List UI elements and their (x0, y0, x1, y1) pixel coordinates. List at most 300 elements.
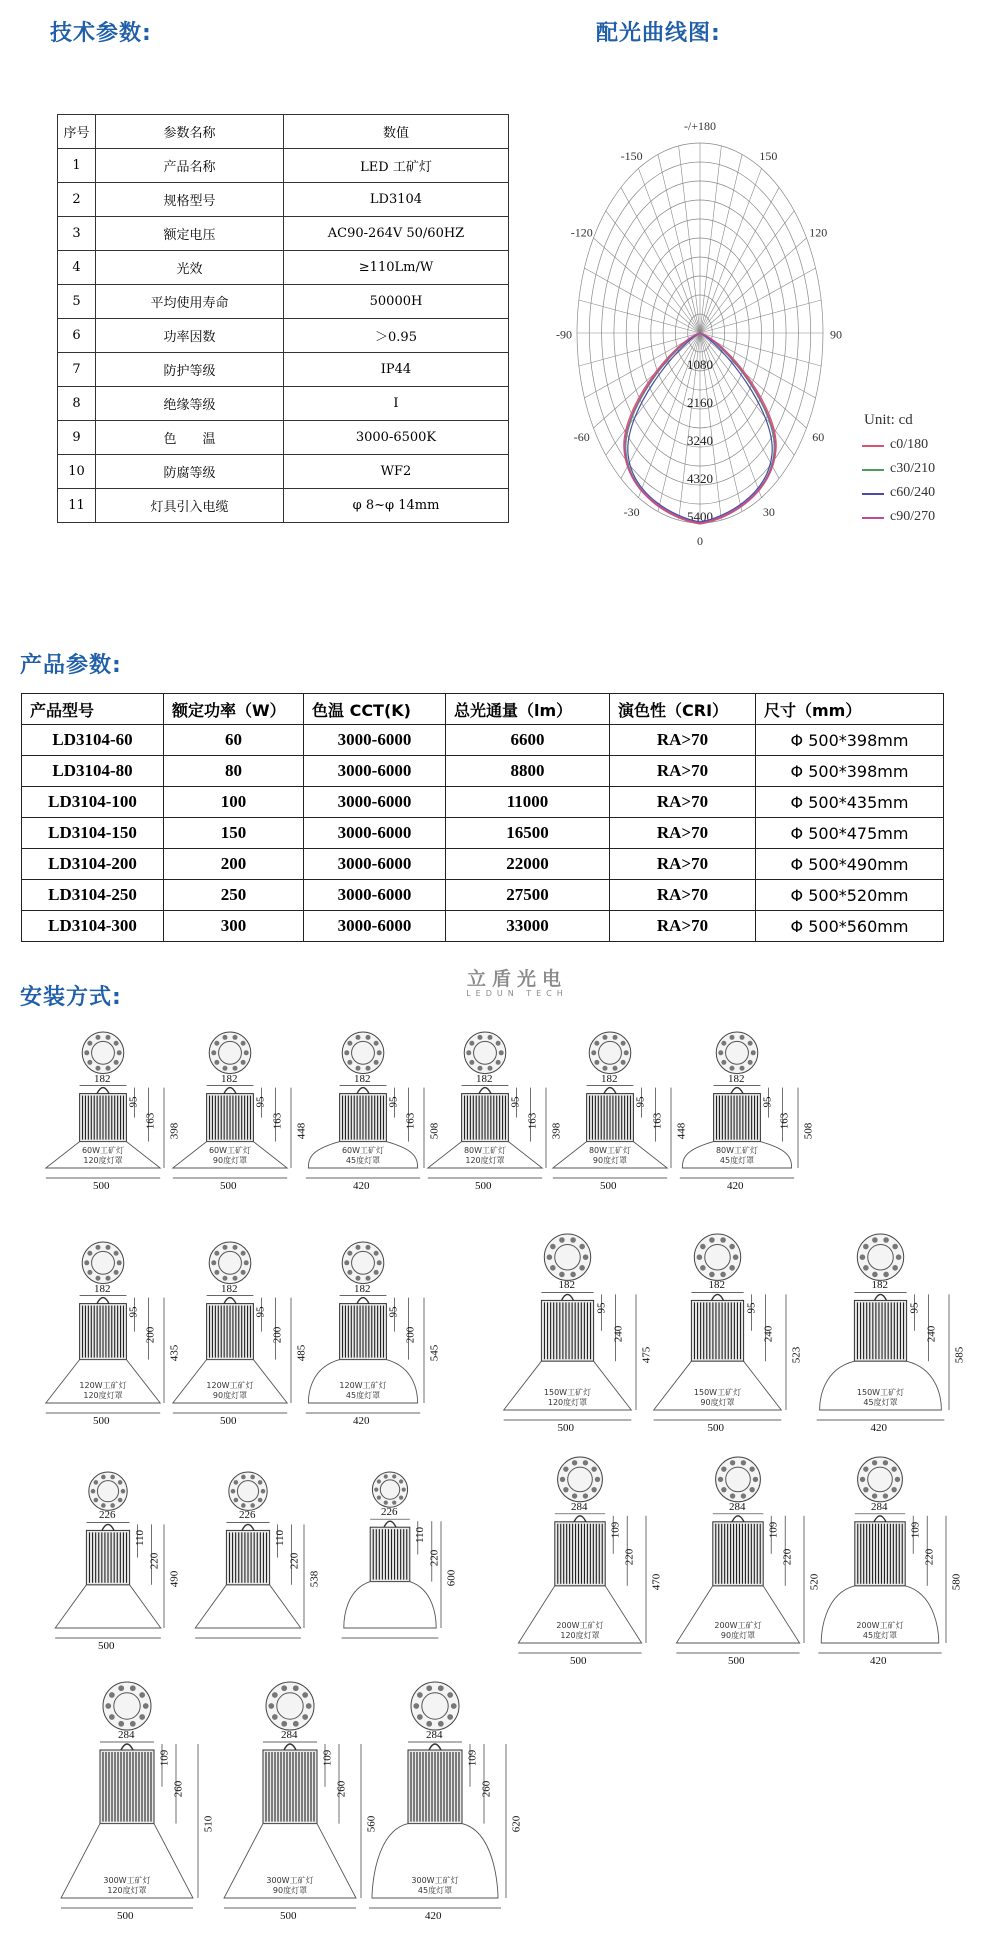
top-view-hole (740, 1066, 745, 1071)
polar-chart-svg (555, 110, 880, 570)
top-view-hole (281, 1721, 287, 1727)
top-dim-label: 182 (871, 1279, 888, 1292)
top-view-hole (87, 1251, 92, 1256)
top-view-hole (591, 1487, 596, 1492)
dim-a-label: 109 (321, 1749, 334, 1767)
product-cell: 60 (164, 725, 304, 756)
top-view-hole (241, 1270, 246, 1275)
spec-row (58, 353, 509, 387)
top-view-hole (572, 1493, 577, 1498)
dim-total-label: 485 (295, 1345, 308, 1362)
product-cell: 200 (164, 849, 304, 880)
top-view-hole (374, 1060, 379, 1065)
top-view-hole (374, 1041, 379, 1046)
top-view-hole (883, 1460, 888, 1465)
tech-params-title: 技术参数: (50, 21, 152, 46)
product-cell: 22000 (446, 849, 610, 880)
product-cell: 33000 (446, 911, 610, 942)
top-dim-label: 182 (221, 1282, 238, 1295)
mount-figure-drawing (298, 1240, 458, 1435)
dim-total-label: 508 (802, 1122, 815, 1140)
top-view-hole (591, 1050, 596, 1055)
top-view-hole (496, 1041, 501, 1046)
top-view-hole (234, 1498, 239, 1503)
hook (479, 1088, 491, 1094)
top-view-hole (720, 1272, 726, 1278)
top-view-hole (117, 1260, 122, 1265)
top-dim-label: 284 (729, 1500, 746, 1513)
top-view-hole (729, 1035, 734, 1040)
dim-b-label: 240 (761, 1325, 774, 1342)
dim-b-label: 163 (144, 1112, 157, 1130)
dim-a-label: 110 (133, 1530, 146, 1547)
dim-total-label: 538 (308, 1570, 321, 1588)
dim-total-label: 435 (168, 1345, 181, 1362)
product-cell: RA>70 (610, 880, 756, 911)
mount-figure (360, 1680, 540, 1930)
top-view-hole (106, 1276, 111, 1281)
dim-total-label: 398 (168, 1122, 181, 1140)
dim-total-label: 580 (950, 1574, 963, 1591)
spec-row (58, 387, 509, 421)
top-view-hole (109, 1692, 115, 1698)
dim-a-label: 95 (127, 1096, 140, 1108)
polar-radial-label: 1080 (687, 357, 713, 372)
top-view-hole (241, 1475, 246, 1480)
top-view-hole (700, 1244, 706, 1250)
top-view-hole (302, 1692, 308, 1698)
top-view-hole (377, 1260, 382, 1265)
top-view-hole (377, 1479, 381, 1483)
dim-a-label: 95 (254, 1306, 267, 1318)
polar-radial-label: 2160 (687, 395, 713, 410)
figure-caption: 80W工矿灯 45度灯罩 (715, 1146, 759, 1165)
legend-unit: Unit: cd (864, 412, 913, 428)
dim-a-label: 95 (387, 1096, 400, 1108)
hook (102, 1524, 114, 1530)
spec-cell: 平均使用寿命 (96, 285, 284, 319)
top-view-hole (355, 1066, 360, 1071)
dim-total-label: 448 (295, 1122, 308, 1140)
top-view-hole (583, 1493, 588, 1498)
top-view-hole (91, 1489, 96, 1494)
spec-row (58, 217, 509, 251)
polar-chart (555, 110, 880, 570)
top-view-hole (95, 1245, 100, 1250)
figure-caption: 80W工矿灯 120度灯罩 (463, 1146, 507, 1165)
top-view-hole (583, 1254, 589, 1260)
spec-cell: 防腐等级 (96, 455, 284, 489)
figure-caption: 80W工矿灯 90度灯罩 (588, 1146, 632, 1165)
top-view-hole (114, 1251, 119, 1256)
product-cell: 8800 (446, 756, 610, 787)
heatsink (555, 1522, 605, 1586)
top-view-hole (559, 1272, 565, 1278)
spec-cell: 10 (58, 455, 96, 489)
product-cell: RA>70 (610, 756, 756, 787)
product-cell: LD3104-250 (22, 880, 164, 911)
dim-a-label: 95 (387, 1306, 400, 1318)
polar-radial-label: 5400 (687, 509, 713, 524)
heatsink (541, 1300, 593, 1361)
dim-b-label: 260 (480, 1780, 493, 1798)
top-view-hole (753, 1477, 758, 1482)
top-dim-label: 284 (281, 1729, 298, 1741)
width-dim-label: 420 (353, 1415, 370, 1427)
width-dim-label: 420 (870, 1655, 887, 1667)
dim-a-label: 95 (595, 1302, 608, 1314)
mount-figure-drawing (510, 1455, 680, 1675)
top-view-hole (579, 1265, 585, 1271)
top-view-hole (211, 1050, 216, 1055)
top-view-hole (621, 1060, 626, 1065)
polar-angle-label: -90 (555, 327, 572, 342)
spec-row (58, 251, 509, 285)
mount-figure (298, 1240, 458, 1435)
top-dim-label: 226 (239, 1509, 256, 1522)
top-view-hole (244, 1260, 249, 1265)
polar-angle-label: -60 (573, 429, 590, 444)
top-view-hole (741, 1493, 746, 1498)
spec-cell: 绝缘等级 (96, 387, 284, 421)
top-view-hole (872, 1493, 877, 1498)
dim-total-label: 560 (365, 1815, 378, 1833)
top-view-hole (233, 1035, 238, 1040)
top-view-hole (139, 1692, 145, 1698)
spec-row (58, 285, 509, 319)
legend-label: c60/240 (890, 485, 936, 500)
width-dim-label: 500 (117, 1910, 134, 1922)
top-view-hole (488, 1066, 493, 1071)
product-cell: 80 (164, 756, 304, 787)
top-view-hole (106, 1035, 111, 1040)
product-cell: Φ 500*435mm (756, 787, 944, 818)
mount-figure-drawing (645, 1232, 820, 1442)
top-view-hole (550, 1244, 556, 1250)
top-view-hole (241, 1503, 246, 1508)
spec-row (58, 319, 509, 353)
product-cell: 3000-6000 (304, 725, 446, 756)
product-params-title: 产品参数: (20, 653, 122, 678)
width-dim-label: 500 (93, 1180, 110, 1192)
product-cell: LD3104-200 (22, 849, 164, 880)
top-view-hole (355, 1035, 360, 1040)
top-view-hole (547, 1254, 553, 1260)
top-view-hole (602, 1035, 607, 1040)
product-header-cell: 色温 CCT(K) (304, 694, 446, 725)
top-dim-label: 226 (381, 1506, 398, 1519)
top-view-hole (366, 1035, 371, 1040)
product-cell: LD3104-150 (22, 818, 164, 849)
top-view-hole (749, 1466, 754, 1471)
top-view-hole (214, 1270, 219, 1275)
top-view-hole (306, 1703, 312, 1709)
product-row (22, 787, 944, 818)
dim-b-label: 163 (651, 1112, 664, 1130)
dim-b-label: 163 (271, 1112, 284, 1130)
top-view-hole (366, 1066, 371, 1071)
top-view-hole (883, 1237, 889, 1243)
top-view-hole (87, 1041, 92, 1046)
top-view-hole (720, 1237, 726, 1243)
top-view-hole (896, 1254, 902, 1260)
polar-angle-label: 90 (830, 327, 843, 342)
dim-a-label: 109 (466, 1749, 479, 1767)
product-header-cell: 产品型号 (22, 694, 164, 725)
product-cell: 3000-6000 (304, 787, 446, 818)
dim-b-label: 220 (923, 1548, 936, 1565)
top-view-hole (721, 1060, 726, 1065)
mount-figure (52, 1680, 232, 1930)
top-view-hole (721, 1041, 726, 1046)
dim-total-label: 600 (445, 1569, 458, 1586)
spec-cell: 3 (58, 217, 96, 251)
top-view-hole (268, 1703, 274, 1709)
width-dim-label: 420 (727, 1180, 744, 1192)
top-view-hole (892, 1265, 898, 1271)
top-dim-label: 182 (354, 1072, 371, 1085)
dim-a-label: 95 (908, 1302, 921, 1314)
top-view-hole (106, 1245, 111, 1250)
spec-cell: 4 (58, 251, 96, 285)
top-view-hole (570, 1237, 576, 1243)
product-cell: LD3104-60 (22, 725, 164, 756)
top-view-hole (392, 1501, 396, 1505)
dim-a-label: 95 (509, 1096, 522, 1108)
top-view-hole (94, 1480, 99, 1485)
dim-b-label: 240 (611, 1325, 624, 1342)
spec-header-cell: 数值 (284, 115, 509, 149)
spec-cell: φ 8~φ 14mm (284, 489, 509, 523)
top-view-hole (250, 1503, 255, 1508)
product-cell: RA>70 (610, 818, 756, 849)
top-view-hole (624, 1050, 629, 1055)
dim-total-label: 520 (808, 1574, 821, 1591)
hook (562, 1294, 574, 1300)
width-dim-label: 500 (220, 1415, 237, 1427)
top-dim-label: 284 (118, 1729, 135, 1741)
top-view-hole (872, 1237, 878, 1243)
dim-a-label: 110 (413, 1527, 426, 1544)
product-cell: 250 (164, 880, 304, 911)
product-cell: LD3104-80 (22, 756, 164, 787)
spec-cell: 灯具引入电缆 (96, 489, 284, 523)
top-view-hole (293, 1685, 299, 1691)
top-view-hole (241, 1041, 246, 1046)
top-view-hole (863, 1265, 869, 1271)
product-row (22, 818, 944, 849)
figure-caption: 60W工矿灯 90度灯罩 (208, 1146, 252, 1165)
spec-cell: 额定电压 (96, 217, 284, 251)
legend-item (862, 457, 935, 481)
dim-a-label: 95 (634, 1096, 647, 1108)
dim-a-label: 95 (745, 1302, 758, 1314)
heatsink (691, 1300, 743, 1361)
dim-total-label: 470 (650, 1574, 663, 1591)
product-cell: LD3104-300 (22, 911, 164, 942)
top-dim-label: 182 (476, 1072, 493, 1085)
hook (97, 1298, 109, 1304)
top-view-hole (110, 1503, 115, 1508)
hook (224, 1088, 236, 1094)
mount-figure (335, 1470, 475, 1660)
hook (731, 1088, 743, 1094)
product-row (22, 725, 944, 756)
top-view-hole (347, 1041, 352, 1046)
product-cell: RA>70 (610, 911, 756, 942)
top-view-hole (272, 1714, 278, 1720)
dim-total-label: 490 (168, 1570, 181, 1588)
hook (224, 1298, 236, 1304)
product-cell: RA>70 (610, 725, 756, 756)
width-dim-label: 500 (280, 1910, 297, 1922)
top-view-hole (222, 1245, 227, 1250)
top-view-hole (101, 1503, 106, 1508)
product-cell: Φ 500*398mm (756, 725, 944, 756)
top-view-hole (374, 1251, 379, 1256)
top-view-hole (413, 1703, 419, 1709)
top-view-hole (118, 1498, 123, 1503)
top-view-hole (250, 1475, 255, 1480)
spec-row (58, 455, 509, 489)
top-view-hole (594, 1041, 599, 1046)
hook (121, 1744, 133, 1750)
top-view-hole (883, 1272, 889, 1278)
top-view-hole (302, 1714, 308, 1720)
top-view-hole (700, 1265, 706, 1271)
hook (357, 1298, 369, 1304)
spec-cell: 产品名称 (96, 149, 284, 183)
product-cell: 3000-6000 (304, 756, 446, 787)
top-view-hole (892, 1244, 898, 1250)
hook (284, 1744, 296, 1750)
spec-cell: 功率因数 (96, 319, 284, 353)
width-dim-label: 500 (570, 1655, 587, 1667)
top-view-hole (417, 1692, 423, 1698)
top-dim-label: 182 (601, 1072, 618, 1085)
top-view-hole (740, 1035, 745, 1040)
spec-cell: 光效 (96, 251, 284, 285)
dim-total-label: 475 (640, 1346, 653, 1364)
spec-cell: ＞0.95 (284, 319, 509, 353)
width-dim-label: 500 (220, 1180, 237, 1192)
top-view-hole (563, 1466, 568, 1471)
top-view-hole (860, 1254, 866, 1260)
dim-a-label: 109 (609, 1521, 622, 1539)
top-view-hole (377, 1050, 382, 1055)
width-dim-label: 500 (600, 1180, 617, 1192)
top-view-hole (563, 1487, 568, 1492)
spec-cell: 防护等级 (96, 353, 284, 387)
reflector (55, 1585, 161, 1628)
brand-en: LEDUN TECH (466, 989, 568, 998)
legend-swatch (862, 493, 884, 495)
figure-caption: 120W工矿灯 120度灯罩 (79, 1381, 127, 1400)
product-cell: 3000-6000 (304, 818, 446, 849)
product-cell: 150 (164, 818, 304, 849)
figure-caption: 120W工矿灯 45度灯罩 (339, 1381, 387, 1400)
top-view-hole (447, 1714, 453, 1720)
top-view-hole (895, 1477, 900, 1482)
top-view-hole (244, 1050, 249, 1055)
mount-figure-drawing (188, 1470, 338, 1660)
top-view-hole (477, 1066, 482, 1071)
product-cell: Φ 500*560mm (756, 911, 944, 942)
top-view-hole (258, 1498, 263, 1503)
product-header-cell: 尺寸（mm） (756, 694, 944, 725)
hook (357, 1088, 369, 1094)
figure-caption: 200W工矿灯 120度灯罩 (556, 1621, 604, 1640)
figure-caption: 200W工矿灯 90度灯罩 (714, 1621, 762, 1640)
top-dim-label: 284 (426, 1729, 443, 1741)
polar-radial-label: 4320 (687, 471, 713, 486)
spec-cell: 8 (58, 387, 96, 421)
figure-caption: 300W工矿灯 90度灯罩 (266, 1876, 314, 1895)
polar-angle-label: -/+180 (683, 119, 717, 133)
top-view-hole (109, 1714, 115, 1720)
product-cell: LD3104-100 (22, 787, 164, 818)
top-view-hole (417, 1714, 423, 1720)
top-dim-label: 182 (558, 1279, 575, 1292)
spec-header-cell: 参数名称 (96, 115, 284, 149)
legend-item (862, 433, 935, 457)
spec-cell: WF2 (284, 455, 509, 489)
product-cell: Φ 500*490mm (756, 849, 944, 880)
width-dim-label: 500 (93, 1415, 110, 1427)
product-cell: 3000-6000 (304, 849, 446, 880)
legend-swatch (862, 445, 884, 447)
top-view-hole (241, 1060, 246, 1065)
top-view-hole (496, 1060, 501, 1065)
mount-figure (510, 1455, 680, 1675)
dim-b-label: 220 (428, 1549, 441, 1566)
top-dim-label: 284 (871, 1500, 888, 1513)
spec-cell: 色 温 (96, 421, 284, 455)
top-view-hole (721, 1487, 726, 1492)
top-view-hole (241, 1251, 246, 1256)
dim-b-label: 220 (781, 1548, 794, 1565)
product-header-cell: 额定功率（W） (164, 694, 304, 725)
top-view-hole (118, 1685, 124, 1691)
spec-header-row (58, 115, 509, 149)
top-view-hole (730, 1460, 735, 1465)
top-view-hole (384, 1501, 388, 1505)
dim-total-label: 508 (428, 1122, 441, 1140)
dim-total-label: 620 (510, 1815, 523, 1833)
spec-cell: ≥110Lm/W (284, 251, 509, 285)
mount-figure (808, 1232, 983, 1442)
spec-cell: 2 (58, 183, 96, 217)
legend-label: c30/210 (890, 461, 936, 476)
spec-header-cell: 序号 (58, 115, 96, 149)
top-view-hole (355, 1276, 360, 1281)
top-view-hole (595, 1477, 600, 1482)
spec-cell: 11 (58, 489, 96, 523)
polar-angle-label: 150 (759, 149, 778, 164)
top-view-hole (366, 1245, 371, 1250)
mount-figure (48, 1470, 198, 1660)
product-cell: 16500 (446, 818, 610, 849)
top-view-hole (84, 1050, 89, 1055)
top-view-hole (488, 1035, 493, 1040)
dim-b-label: 260 (172, 1780, 185, 1798)
top-view-hole (114, 1041, 119, 1046)
spec-cell: 7 (58, 353, 96, 387)
hook (97, 1088, 109, 1094)
product-row (22, 756, 944, 787)
figure-caption: 300W工矿灯 120度灯罩 (103, 1876, 151, 1895)
polar-angle-label: 0 (697, 533, 703, 548)
